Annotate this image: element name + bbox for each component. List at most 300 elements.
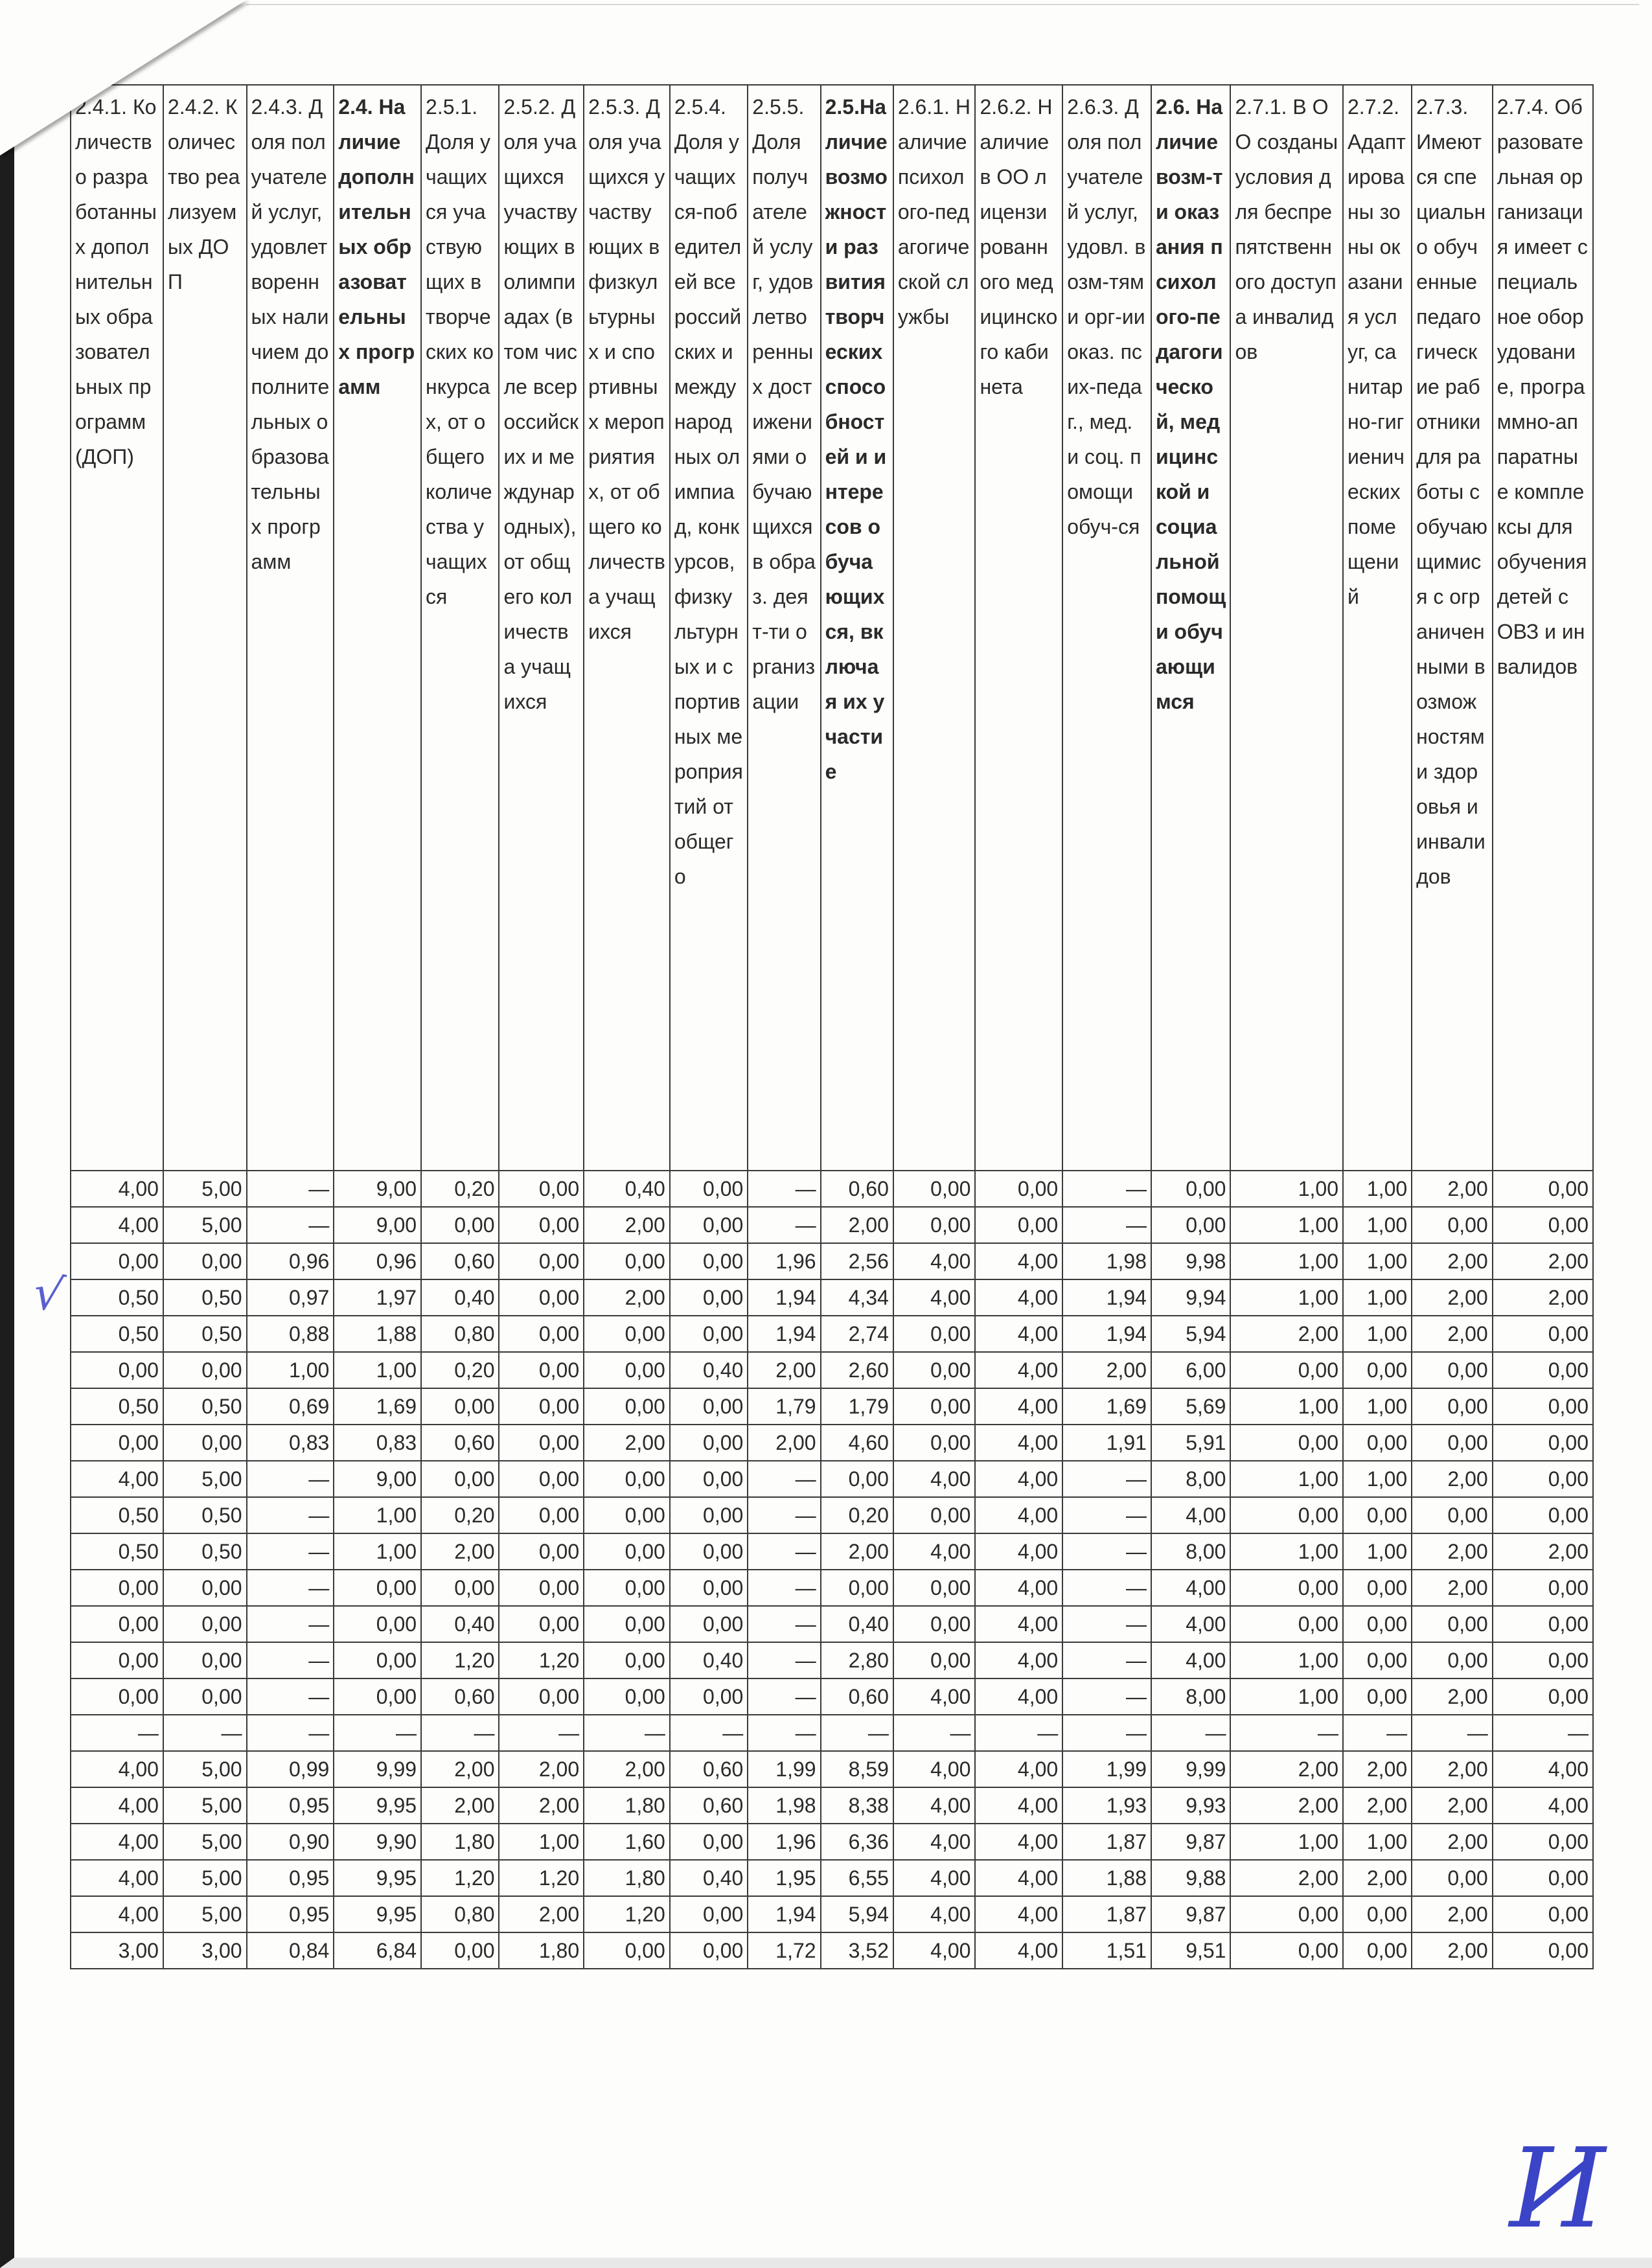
table-cell: 2,00 bbox=[1343, 1860, 1412, 1896]
table-cell: 5,69 bbox=[1151, 1388, 1231, 1425]
table-cell: — bbox=[748, 1461, 820, 1497]
table-cell: 4,00 bbox=[975, 1352, 1062, 1388]
table-row bbox=[71, 1824, 1593, 1860]
table-cell: — bbox=[1062, 1678, 1151, 1715]
table-cell: 1,00 bbox=[1230, 1207, 1343, 1243]
table-cell: 4,00 bbox=[975, 1570, 1062, 1606]
table-cell: 0,00 bbox=[584, 1316, 670, 1352]
table-cell: 1,88 bbox=[334, 1316, 421, 1352]
table-cell: 0,00 bbox=[1343, 1932, 1412, 1969]
table-cell: — bbox=[1412, 1715, 1493, 1751]
table-cell: 4,00 bbox=[975, 1896, 1062, 1932]
header-row bbox=[71, 85, 1593, 1171]
table-cell: 2,00 bbox=[584, 1279, 670, 1316]
column-header-7: 2.5.3. Доля учащихся участвующих в физкультурных и спортивных мероприятиях, от общего количества учащихся bbox=[584, 85, 670, 1171]
table-row bbox=[71, 1279, 1593, 1316]
table-cell: 2,00 bbox=[821, 1533, 893, 1570]
table-cell: 1,99 bbox=[748, 1751, 820, 1787]
table-cell: 9,95 bbox=[334, 1787, 421, 1824]
table-cell: — bbox=[421, 1715, 499, 1751]
handwritten-checkmark: √ bbox=[29, 1264, 68, 1323]
table-cell: 9,98 bbox=[1151, 1243, 1231, 1279]
table-cell: 0,00 bbox=[670, 1497, 748, 1533]
table-row bbox=[71, 1860, 1593, 1896]
table-cell: 0,00 bbox=[893, 1207, 976, 1243]
table-cell: 0,40 bbox=[670, 1860, 748, 1896]
table-cell: 2,00 bbox=[748, 1352, 820, 1388]
table-cell: 1,00 bbox=[1230, 1171, 1343, 1207]
table-cell: 0,95 bbox=[247, 1787, 334, 1824]
table-cell: 4,00 bbox=[975, 1388, 1062, 1425]
table-row bbox=[71, 1606, 1593, 1642]
table-cell: 0,00 bbox=[1493, 1352, 1593, 1388]
table-cell: — bbox=[748, 1171, 820, 1207]
table-cell: 1,00 bbox=[1230, 1279, 1343, 1316]
table-cell: 4,00 bbox=[975, 1860, 1062, 1896]
table-cell: 5,91 bbox=[1151, 1425, 1231, 1461]
table-cell: 0,00 bbox=[670, 1425, 748, 1461]
table-cell: 0,00 bbox=[1230, 1932, 1343, 1969]
table-cell: 0,95 bbox=[247, 1896, 334, 1932]
table-cell: 0,00 bbox=[670, 1316, 748, 1352]
table-cell: 0,00 bbox=[1493, 1606, 1593, 1642]
table-cell: 0,00 bbox=[1343, 1678, 1412, 1715]
table-cell: 2,00 bbox=[1230, 1860, 1343, 1896]
table-cell: 0,00 bbox=[1412, 1425, 1493, 1461]
table-cell: 9,87 bbox=[1151, 1824, 1231, 1860]
table-cell: 0,00 bbox=[1151, 1207, 1231, 1243]
table-cell: 4,00 bbox=[893, 1461, 976, 1497]
table-cell: 1,96 bbox=[748, 1243, 820, 1279]
table-cell: 0,00 bbox=[1493, 1896, 1593, 1932]
table-row bbox=[71, 1570, 1593, 1606]
table-cell: 9,00 bbox=[334, 1207, 421, 1243]
table-cell: 1,79 bbox=[748, 1388, 820, 1425]
table-cell: 0,83 bbox=[334, 1425, 421, 1461]
table-cell: 0,00 bbox=[1412, 1497, 1493, 1533]
table-row bbox=[71, 1243, 1593, 1279]
table-cell: 2,00 bbox=[1412, 1570, 1493, 1606]
table-cell: 1,20 bbox=[499, 1860, 584, 1896]
table-cell: 4,00 bbox=[975, 1279, 1062, 1316]
column-header-4: 2.4. Наличие дополнительных образовательных программ bbox=[334, 85, 421, 1171]
table-cell: 0,00 bbox=[71, 1678, 163, 1715]
table-cell: 0,60 bbox=[421, 1678, 499, 1715]
column-header-13: 2.6.3. Доля получателей услуг, удовл. возм-тями орг-ии оказ. псих-педаг., мед. и соц. помощи обуч-ся bbox=[1062, 85, 1151, 1171]
table-row bbox=[71, 1388, 1593, 1425]
table-cell: 2,00 bbox=[748, 1425, 820, 1461]
table-cell: 4,00 bbox=[975, 1751, 1062, 1787]
table-cell: — bbox=[748, 1678, 820, 1715]
table-cell: 2,00 bbox=[499, 1896, 584, 1932]
table-cell: 0,00 bbox=[499, 1316, 584, 1352]
table-cell: 4,00 bbox=[893, 1932, 976, 1969]
table-cell: 1,20 bbox=[499, 1642, 584, 1678]
table-cell: 0,50 bbox=[71, 1388, 163, 1425]
table-cell: 0,00 bbox=[1343, 1352, 1412, 1388]
table-cell: 4,00 bbox=[975, 1824, 1062, 1860]
table-row bbox=[71, 1497, 1593, 1533]
table-cell: — bbox=[893, 1715, 976, 1751]
table-cell: 4,00 bbox=[893, 1896, 976, 1932]
table-cell: — bbox=[748, 1207, 820, 1243]
table-cell: 4,00 bbox=[893, 1824, 976, 1860]
table-cell: — bbox=[1062, 1642, 1151, 1678]
table-cell: 0,00 bbox=[1151, 1171, 1231, 1207]
table-cell: 0,00 bbox=[893, 1606, 976, 1642]
table-cell: 0,00 bbox=[1493, 1824, 1593, 1860]
table-cell: 1,00 bbox=[334, 1352, 421, 1388]
table-cell: 0,50 bbox=[163, 1279, 247, 1316]
table-cell: 0,40 bbox=[421, 1606, 499, 1642]
table-cell: 0,00 bbox=[71, 1243, 163, 1279]
table-row bbox=[71, 1787, 1593, 1824]
table-cell: 0,20 bbox=[421, 1497, 499, 1533]
table-cell: 0,00 bbox=[1493, 1461, 1593, 1497]
table-cell: 0,00 bbox=[584, 1606, 670, 1642]
table-cell: 0,00 bbox=[1343, 1570, 1412, 1606]
table-cell: 0,00 bbox=[670, 1533, 748, 1570]
table-cell: 0,00 bbox=[421, 1207, 499, 1243]
table-cell: 4,00 bbox=[71, 1896, 163, 1932]
table-cell: 4,00 bbox=[893, 1533, 976, 1570]
table-cell: 1,94 bbox=[748, 1279, 820, 1316]
table-cell: 3,00 bbox=[71, 1932, 163, 1969]
table-cell: 5,00 bbox=[163, 1751, 247, 1787]
table-cell: 2,00 bbox=[1412, 1932, 1493, 1969]
table-cell: 2,00 bbox=[1412, 1279, 1493, 1316]
table-cell: 0,60 bbox=[421, 1425, 499, 1461]
column-header-3: 2.4.3. Доля получателей услуг, удовлетворенных наличием дополнительных образовательных программ bbox=[247, 85, 334, 1171]
table-cell: 4,00 bbox=[1151, 1606, 1231, 1642]
table-cell: 0,00 bbox=[1493, 1860, 1593, 1896]
table-cell: 0,00 bbox=[670, 1461, 748, 1497]
table-cell: 0,00 bbox=[163, 1606, 247, 1642]
table-cell: 2,74 bbox=[821, 1316, 893, 1352]
page-top-edge bbox=[246, 4, 1639, 5]
table-cell: 1,97 bbox=[334, 1279, 421, 1316]
table-cell: 5,00 bbox=[163, 1171, 247, 1207]
table-cell: 1,00 bbox=[1343, 1533, 1412, 1570]
table-cell: 2,00 bbox=[1412, 1243, 1493, 1279]
table-cell: 0,00 bbox=[499, 1497, 584, 1533]
column-header-9: 2.5.5. Доля получателей услуг, удовлетворенных достижениями обучающихся в образ. деят-ти организации bbox=[748, 85, 820, 1171]
table-cell: 2,00 bbox=[1412, 1824, 1493, 1860]
table-cell: — bbox=[584, 1715, 670, 1751]
table-cell: 1,00 bbox=[1343, 1316, 1412, 1352]
table-cell: 2,00 bbox=[1062, 1352, 1151, 1388]
table-cell: 1,00 bbox=[1343, 1243, 1412, 1279]
column-header-1: 2.4.1. Количество разработанных дополнительных образовательных программ (ДОП) bbox=[71, 85, 163, 1171]
table-cell: 9,94 bbox=[1151, 1279, 1231, 1316]
table-cell: 4,00 bbox=[71, 1824, 163, 1860]
table-cell: 2,56 bbox=[821, 1243, 893, 1279]
table-cell: 4,00 bbox=[71, 1860, 163, 1896]
table-cell: 0,00 bbox=[1230, 1570, 1343, 1606]
table-cell: — bbox=[247, 1715, 334, 1751]
table-cell: 4,00 bbox=[975, 1316, 1062, 1352]
table-cell: 0,40 bbox=[421, 1279, 499, 1316]
table-cell: 0,00 bbox=[1493, 1570, 1593, 1606]
table-cell: 0,00 bbox=[1343, 1606, 1412, 1642]
table-row bbox=[71, 1932, 1593, 1969]
table-cell: 2,00 bbox=[1412, 1533, 1493, 1570]
table-cell: 1,87 bbox=[1062, 1896, 1151, 1932]
table-cell: 9,51 bbox=[1151, 1932, 1231, 1969]
column-header-14: 2.6. Наличие возм-ти оказания психолого-педагогической, медицинской и социальной помощи обучающимся bbox=[1151, 85, 1231, 1171]
table-cell: 0,00 bbox=[1493, 1388, 1593, 1425]
table-cell: 0,50 bbox=[71, 1497, 163, 1533]
table-cell: 1,00 bbox=[1343, 1207, 1412, 1243]
table-cell: 1,00 bbox=[247, 1352, 334, 1388]
table-cell: 0,00 bbox=[334, 1642, 421, 1678]
table-cell: — bbox=[334, 1715, 421, 1751]
table-cell: 0,60 bbox=[421, 1243, 499, 1279]
table-cell: — bbox=[247, 1171, 334, 1207]
table-row bbox=[71, 1352, 1593, 1388]
table-cell: 9,99 bbox=[1151, 1751, 1231, 1787]
table-cell: 0,96 bbox=[334, 1243, 421, 1279]
table-cell: 0,00 bbox=[975, 1207, 1062, 1243]
table-cell: 0,00 bbox=[334, 1570, 421, 1606]
table-row bbox=[71, 1751, 1593, 1787]
table-cell: 2,00 bbox=[584, 1751, 670, 1787]
table-cell: 0,00 bbox=[499, 1243, 584, 1279]
table-cell: — bbox=[748, 1533, 820, 1570]
table-cell: — bbox=[247, 1642, 334, 1678]
table-cell: 0,00 bbox=[499, 1425, 584, 1461]
table-cell: 0,00 bbox=[421, 1932, 499, 1969]
table-cell: 1,20 bbox=[584, 1896, 670, 1932]
table-cell: 0,00 bbox=[499, 1461, 584, 1497]
table-cell: 1,00 bbox=[1230, 1388, 1343, 1425]
table-cell: — bbox=[247, 1207, 334, 1243]
table-cell: 0,99 bbox=[247, 1751, 334, 1787]
column-header-16: 2.7.2. Адаптированы зоны оказания услуг, санитарно-гигиенических помещений bbox=[1343, 85, 1412, 1171]
table-cell: 0,00 bbox=[893, 1316, 976, 1352]
table-cell: 5,00 bbox=[163, 1207, 247, 1243]
table-cell: 4,00 bbox=[893, 1243, 976, 1279]
table-cell: 1,95 bbox=[748, 1860, 820, 1896]
table-cell: 0,00 bbox=[1343, 1425, 1412, 1461]
table-cell: 2,00 bbox=[499, 1787, 584, 1824]
table-cell: 4,00 bbox=[71, 1787, 163, 1824]
table-cell: 0,00 bbox=[499, 1352, 584, 1388]
column-header-11: 2.6.1. Наличие психолого-педагогической службы bbox=[893, 85, 976, 1171]
table-cell: — bbox=[247, 1678, 334, 1715]
table-cell: 3,00 bbox=[163, 1932, 247, 1969]
table-cell: 8,59 bbox=[821, 1751, 893, 1787]
table-cell: 0,00 bbox=[821, 1570, 893, 1606]
table-cell: 0,96 bbox=[247, 1243, 334, 1279]
table-cell: 0,00 bbox=[499, 1678, 584, 1715]
table-cell: 4,00 bbox=[71, 1461, 163, 1497]
table-cell: 0,60 bbox=[821, 1171, 893, 1207]
table-cell: 0,00 bbox=[893, 1352, 976, 1388]
table-cell: 0,20 bbox=[821, 1497, 893, 1533]
table-cell: 0,00 bbox=[1493, 1932, 1593, 1969]
table-cell: 1,72 bbox=[748, 1932, 820, 1969]
table-cell: 5,00 bbox=[163, 1860, 247, 1896]
table-cell: 0,50 bbox=[71, 1533, 163, 1570]
table-cell: 1,00 bbox=[1343, 1171, 1412, 1207]
table-cell: 1,69 bbox=[334, 1388, 421, 1425]
table-cell: 4,00 bbox=[975, 1787, 1062, 1824]
table-cell: 0,00 bbox=[163, 1570, 247, 1606]
table-cell: 0,00 bbox=[1412, 1352, 1493, 1388]
table-cell: 2,00 bbox=[584, 1425, 670, 1461]
table-cell: 1,91 bbox=[1062, 1425, 1151, 1461]
table-cell: 0,00 bbox=[499, 1279, 584, 1316]
table-cell: 5,00 bbox=[163, 1896, 247, 1932]
table-cell: 6,55 bbox=[821, 1860, 893, 1896]
table-cell: 0,00 bbox=[670, 1678, 748, 1715]
table-cell: 1,80 bbox=[421, 1824, 499, 1860]
table-cell: 0,00 bbox=[584, 1570, 670, 1606]
table-cell: — bbox=[247, 1606, 334, 1642]
table-cell: 0,20 bbox=[421, 1352, 499, 1388]
table-cell: 4,00 bbox=[975, 1425, 1062, 1461]
table-cell: 1,98 bbox=[748, 1787, 820, 1824]
table-cell: 0,00 bbox=[893, 1642, 976, 1678]
table-cell: 0,00 bbox=[821, 1461, 893, 1497]
table-cell: 0,00 bbox=[71, 1606, 163, 1642]
table-cell: 2,00 bbox=[499, 1751, 584, 1787]
table-cell: — bbox=[1151, 1715, 1231, 1751]
table-cell: 0,80 bbox=[421, 1316, 499, 1352]
table-cell: 0,00 bbox=[670, 1171, 748, 1207]
table-cell: — bbox=[1062, 1606, 1151, 1642]
table-cell: 0,00 bbox=[163, 1642, 247, 1678]
table-cell: — bbox=[1062, 1207, 1151, 1243]
table-cell: 9,00 bbox=[334, 1171, 421, 1207]
table-cell: 1,88 bbox=[1062, 1860, 1151, 1896]
table-cell: 2,00 bbox=[1412, 1171, 1493, 1207]
table-cell: — bbox=[1062, 1570, 1151, 1606]
table-cell: 0,00 bbox=[1412, 1860, 1493, 1896]
table-cell: 0,00 bbox=[421, 1461, 499, 1497]
table-cell: 4,00 bbox=[975, 1678, 1062, 1715]
table-cell: — bbox=[1062, 1497, 1151, 1533]
column-header-5: 2.5.1. Доля учащихся участвующих в творческих конкурсах, от общего количества учащихся bbox=[421, 85, 499, 1171]
table-cell: 0,00 bbox=[670, 1932, 748, 1969]
table-cell: 1,00 bbox=[1230, 1678, 1343, 1715]
table-cell: 0,95 bbox=[247, 1860, 334, 1896]
table-cell: 2,00 bbox=[821, 1207, 893, 1243]
table-cell: 0,00 bbox=[670, 1824, 748, 1860]
table-cell: 0,00 bbox=[1412, 1642, 1493, 1678]
table-cell: 0,40 bbox=[584, 1171, 670, 1207]
table-cell: 2,00 bbox=[421, 1751, 499, 1787]
table-cell: — bbox=[748, 1642, 820, 1678]
table-cell: 5,00 bbox=[163, 1824, 247, 1860]
table-cell: 1,00 bbox=[334, 1497, 421, 1533]
table-cell: 0,00 bbox=[1230, 1425, 1343, 1461]
table-cell: 2,00 bbox=[1412, 1751, 1493, 1787]
table-cell: 1,00 bbox=[1230, 1243, 1343, 1279]
table-cell: 1,96 bbox=[748, 1824, 820, 1860]
table-cell: 2,00 bbox=[1230, 1787, 1343, 1824]
table-cell: 0,00 bbox=[1493, 1425, 1593, 1461]
table-cell: 0,00 bbox=[584, 1533, 670, 1570]
table-cell: 2,00 bbox=[1230, 1316, 1343, 1352]
table-cell: 0,97 bbox=[247, 1279, 334, 1316]
table-cell: 8,00 bbox=[1151, 1678, 1231, 1715]
table-cell: 4,00 bbox=[1493, 1751, 1593, 1787]
table-cell: 2,00 bbox=[421, 1533, 499, 1570]
table-row bbox=[71, 1316, 1593, 1352]
table-cell: 0,83 bbox=[247, 1425, 334, 1461]
table-cell: 0,90 bbox=[247, 1824, 334, 1860]
table-cell: 0,00 bbox=[1412, 1388, 1493, 1425]
table-cell: 1,79 bbox=[821, 1388, 893, 1425]
table-cell: 0,00 bbox=[670, 1279, 748, 1316]
table-cell: 1,94 bbox=[748, 1316, 820, 1352]
table-cell: 1,80 bbox=[499, 1932, 584, 1969]
table-cell: 8,00 bbox=[1151, 1461, 1231, 1497]
table-cell: 0,00 bbox=[1493, 1316, 1593, 1352]
table-cell: 0,00 bbox=[1493, 1497, 1593, 1533]
table-cell: 2,60 bbox=[821, 1352, 893, 1388]
table-cell: 0,00 bbox=[584, 1678, 670, 1715]
table-cell: 4,00 bbox=[71, 1171, 163, 1207]
table-cell: — bbox=[1230, 1715, 1343, 1751]
table-cell: 0,50 bbox=[163, 1388, 247, 1425]
table-cell: 0,60 bbox=[821, 1678, 893, 1715]
table-cell: 2,00 bbox=[584, 1207, 670, 1243]
table-cell: 6,36 bbox=[821, 1824, 893, 1860]
table-cell: 4,00 bbox=[1493, 1787, 1593, 1824]
table-cell: 1,00 bbox=[499, 1824, 584, 1860]
table-cell: 2,00 bbox=[1493, 1533, 1593, 1570]
table-cell: 9,88 bbox=[1151, 1860, 1231, 1896]
table-cell: 0,80 bbox=[421, 1896, 499, 1932]
table-cell: 0,00 bbox=[1412, 1207, 1493, 1243]
table-cell: 0,00 bbox=[893, 1570, 976, 1606]
table-cell: 4,00 bbox=[1151, 1642, 1231, 1678]
table-cell: 0,00 bbox=[499, 1533, 584, 1570]
table-cell: 0,00 bbox=[584, 1243, 670, 1279]
table-cell: — bbox=[1343, 1715, 1412, 1751]
table-cell: 4,34 bbox=[821, 1279, 893, 1316]
table-cell: 0,00 bbox=[71, 1425, 163, 1461]
table-cell: 0,00 bbox=[670, 1570, 748, 1606]
table-cell: — bbox=[748, 1606, 820, 1642]
table-cell: 0,00 bbox=[334, 1606, 421, 1642]
table-cell: 4,00 bbox=[975, 1533, 1062, 1570]
table-cell: 4,00 bbox=[71, 1751, 163, 1787]
table-cell: 0,40 bbox=[670, 1642, 748, 1678]
table-cell: 0,00 bbox=[1493, 1171, 1593, 1207]
column-header-15: 2.7.1. В ОО созданы условия для беспрепятственного доступа инвалидов bbox=[1230, 85, 1343, 1171]
handwritten-initial: И bbox=[1509, 2125, 1606, 2253]
table-cell: 2,00 bbox=[421, 1787, 499, 1824]
table-cell: 0,00 bbox=[670, 1388, 748, 1425]
table-cell: 0,88 bbox=[247, 1316, 334, 1352]
table-cell: 0,00 bbox=[421, 1388, 499, 1425]
table-cell: 1,80 bbox=[584, 1860, 670, 1896]
table-cell: 0,40 bbox=[821, 1606, 893, 1642]
table-cell: 0,00 bbox=[499, 1388, 584, 1425]
indicator-table bbox=[70, 84, 1594, 1969]
table-cell: — bbox=[748, 1715, 820, 1751]
table-cell: 1,00 bbox=[1230, 1824, 1343, 1860]
column-header-6: 2.5.2. Доля учащихся участвующих в олимпиадах (в том числе всероссийских и международных), от общего количества учащихся bbox=[499, 85, 584, 1171]
table-cell: 0,50 bbox=[163, 1316, 247, 1352]
table-cell: 2,80 bbox=[821, 1642, 893, 1678]
table-cell: 0,60 bbox=[670, 1751, 748, 1787]
table-cell: 0,00 bbox=[1230, 1497, 1343, 1533]
